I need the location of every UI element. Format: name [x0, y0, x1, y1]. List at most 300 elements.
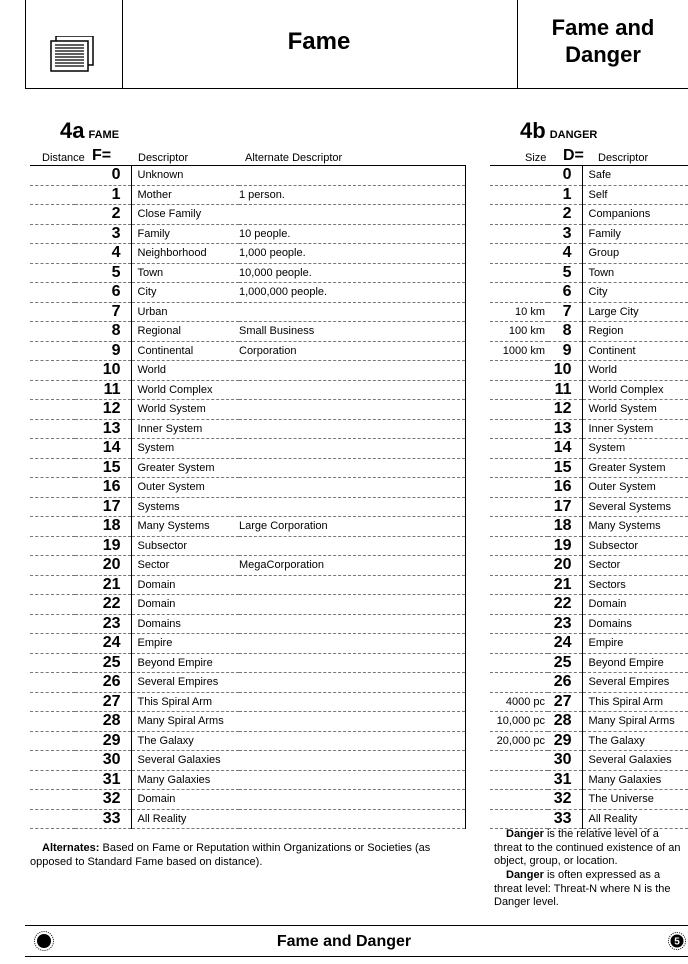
fame-row: [30, 556, 465, 576]
fame-alternate-cell: [239, 205, 465, 225]
danger-row: [490, 263, 688, 283]
fame-alternate-cell: [239, 809, 465, 829]
fame-row: [30, 205, 465, 225]
fame-alternate-cell: [239, 595, 465, 615]
danger-row: [490, 419, 688, 439]
fame-value-cell: 9: [75, 341, 131, 361]
fame-row: [30, 653, 465, 673]
danger-note-2-text: is often expressed as a threat level: Threat-N where N is the Danger level.: [494, 869, 671, 908]
page-number: 5: [674, 936, 680, 948]
fame-alternate-cell: [239, 458, 465, 478]
fame-row: [30, 536, 465, 556]
fame-col-distance: Distance: [42, 152, 85, 164]
danger-descriptor-cell: This Spiral Arm: [582, 692, 688, 712]
fame-alternate-cell: [239, 478, 465, 498]
danger-size-cell: [490, 283, 548, 303]
danger-value-cell: 3: [548, 224, 582, 244]
fame-note-text: Based on Fame or Reputation within Organizations or Societies (as opposed to Standard Fame based on distance).: [30, 842, 431, 868]
fame-distance-cell: [30, 497, 75, 517]
fame-row: [30, 692, 465, 712]
danger-value-cell: 18: [548, 517, 582, 537]
danger-row: [490, 166, 688, 186]
danger-row: [490, 634, 688, 654]
fame-distance-cell: [30, 595, 75, 615]
fame-alternate-cell: [239, 751, 465, 771]
danger-value-cell: 22: [548, 595, 582, 615]
fame-descriptor-cell: Several Empires: [131, 673, 239, 693]
danger-value-cell: 2: [548, 205, 582, 225]
fame-distance-cell: [30, 614, 75, 634]
fame-alternate-cell: [239, 439, 465, 459]
fame-row: [30, 341, 465, 361]
fame-alternate-cell: MegaCorporation: [239, 556, 465, 576]
fame-descriptor-cell: Neighborhood: [131, 244, 239, 264]
danger-descriptor-cell: Sectors: [582, 575, 688, 595]
danger-descriptor-cell: Self: [582, 185, 688, 205]
fame-row: [30, 751, 465, 771]
danger-descriptor-cell: Beyond Empire: [582, 653, 688, 673]
fame-distance-cell: [30, 283, 75, 303]
danger-value-cell: 8: [548, 322, 582, 342]
fame-distance-cell: [30, 536, 75, 556]
danger-value-cell: 20: [548, 556, 582, 576]
danger-table-subtitle: DANGER: [549, 129, 598, 141]
fame-value-cell: 31: [75, 770, 131, 790]
fame-value-cell: 5: [75, 263, 131, 283]
fame-alternate-cell: [239, 790, 465, 810]
danger-value-cell: 6: [548, 283, 582, 303]
fame-row: [30, 731, 465, 751]
fame-alternate-cell: Large Corporation: [239, 517, 465, 537]
fame-row: [30, 770, 465, 790]
fame-row: [30, 634, 465, 654]
fame-col-f: F=: [92, 147, 112, 164]
fame-row: [30, 263, 465, 283]
fame-alternate-cell: [239, 673, 465, 693]
danger-value-cell: 9: [548, 341, 582, 361]
fame-row: [30, 302, 465, 322]
danger-size-cell: [490, 536, 548, 556]
danger-size-cell: [490, 575, 548, 595]
fame-row: [30, 322, 465, 342]
danger-value-cell: 29: [548, 731, 582, 751]
danger-row: [490, 400, 688, 420]
fame-distance-cell: [30, 731, 75, 751]
fame-value-cell: 25: [75, 653, 131, 673]
danger-size-cell: 10,000 pc: [490, 712, 548, 732]
fame-value-cell: 17: [75, 497, 131, 517]
fame-value-cell: 14: [75, 439, 131, 459]
fame-value-cell: 2: [75, 205, 131, 225]
fame-value-cell: 1: [75, 185, 131, 205]
fame-distance-cell: [30, 185, 75, 205]
danger-size-cell: [490, 263, 548, 283]
fame-col-alternate: Alternate Descriptor: [245, 152, 343, 164]
fame-alternate-cell: [239, 634, 465, 654]
danger-value-cell: 0: [548, 166, 582, 186]
danger-row: [490, 185, 688, 205]
fame-value-cell: 33: [75, 809, 131, 829]
danger-row: [490, 439, 688, 459]
fame-descriptor-cell: Inner System: [131, 419, 239, 439]
danger-value-cell: 4: [548, 244, 582, 264]
fame-note-label: Alternates:: [42, 842, 100, 854]
fame-alternate-cell: [239, 712, 465, 732]
section-title-line1: Fame and: [551, 15, 655, 40]
fame-value-cell: 6: [75, 283, 131, 303]
danger-size-cell: [490, 400, 548, 420]
fame-descriptor-cell: World Complex: [131, 380, 239, 400]
danger-size-cell: 100 km: [490, 322, 548, 342]
fame-distance-cell: [30, 634, 75, 654]
danger-descriptor-cell: World System: [582, 400, 688, 420]
fame-row: [30, 614, 465, 634]
danger-descriptor-cell: Domains: [582, 614, 688, 634]
danger-size-cell: 1000 km: [490, 341, 548, 361]
fame-distance-cell: [30, 517, 75, 537]
danger-value-cell: 17: [548, 497, 582, 517]
fame-distance-cell: [30, 575, 75, 595]
danger-descriptor-cell: Group: [582, 244, 688, 264]
danger-size-cell: [490, 634, 548, 654]
fame-value-cell: 20: [75, 556, 131, 576]
danger-descriptor-cell: Many Galaxies: [582, 770, 688, 790]
danger-row: [490, 712, 688, 732]
fame-row: [30, 478, 465, 498]
fame-descriptor-cell: Regional: [131, 322, 239, 342]
danger-size-cell: 20,000 pc: [490, 731, 548, 751]
fame-alternate-cell: [239, 692, 465, 712]
fame-distance-cell: [30, 712, 75, 732]
danger-note-2: [494, 869, 688, 910]
danger-descriptor-cell: Large City: [582, 302, 688, 322]
fame-value-cell: 4: [75, 244, 131, 264]
danger-size-cell: [490, 653, 548, 673]
fame-descriptor-cell: Domains: [131, 614, 239, 634]
fame-distance-cell: [30, 751, 75, 771]
danger-size-cell: [490, 790, 548, 810]
fame-distance-cell: [30, 439, 75, 459]
danger-value-cell: 31: [548, 770, 582, 790]
danger-row: [490, 322, 688, 342]
danger-descriptor-cell: Safe: [582, 166, 688, 186]
danger-descriptor-cell: Companions: [582, 205, 688, 225]
fame-distance-cell: [30, 770, 75, 790]
danger-size-cell: [490, 517, 548, 537]
danger-row: [490, 770, 688, 790]
section-title: [518, 14, 688, 68]
fame-alternate-cell: Small Business: [239, 322, 465, 342]
danger-value-cell: 27: [548, 692, 582, 712]
danger-value-cell: 21: [548, 575, 582, 595]
fame-row: [30, 185, 465, 205]
danger-size-cell: [490, 497, 548, 517]
fame-row: [30, 400, 465, 420]
danger-value-cell: 19: [548, 536, 582, 556]
fame-alternate-cell: 1,000 people.: [239, 244, 465, 264]
fame-value-cell: 28: [75, 712, 131, 732]
danger-descriptor-cell: Sector: [582, 556, 688, 576]
danger-row: [490, 497, 688, 517]
header-center: [121, 0, 518, 89]
danger-col-d: D=: [563, 147, 584, 164]
footer-rule-top: [25, 925, 688, 926]
danger-size-cell: 10 km: [490, 302, 548, 322]
fame-value-cell: 26: [75, 673, 131, 693]
danger-row: [490, 673, 688, 693]
danger-descriptor-cell: Empire: [582, 634, 688, 654]
danger-row: [490, 614, 688, 634]
fame-descriptor-cell: Greater System: [131, 458, 239, 478]
danger-row: [490, 380, 688, 400]
danger-row: [490, 341, 688, 361]
fame-distance-cell: [30, 263, 75, 283]
danger-col-size: Size: [525, 152, 547, 164]
fame-row: [30, 166, 465, 186]
danger-row: [490, 283, 688, 303]
fame-row: [30, 497, 465, 517]
danger-descriptor-cell: Town: [582, 263, 688, 283]
danger-row: [490, 809, 688, 829]
fame-descriptor-cell: Empire: [131, 634, 239, 654]
fame-distance-cell: [30, 302, 75, 322]
fame-descriptor-cell: This Spiral Arm: [131, 692, 239, 712]
header-right: [518, 0, 688, 89]
danger-descriptor-cell: Outer System: [582, 478, 688, 498]
fame-alternate-cell: [239, 731, 465, 751]
fame-value-cell: 21: [75, 575, 131, 595]
fame-alternate-cell: 1,000,000 people.: [239, 283, 465, 303]
danger-row: [490, 692, 688, 712]
fame-value-cell: 29: [75, 731, 131, 751]
danger-descriptor-cell: World: [582, 361, 688, 381]
danger-value-cell: 23: [548, 614, 582, 634]
fame-descriptor-cell: The Galaxy: [131, 731, 239, 751]
fame-alternate-cell: 1 person.: [239, 185, 465, 205]
danger-row: [490, 302, 688, 322]
fame-alternate-cell: [239, 614, 465, 634]
danger-note-2-label: Danger: [506, 869, 544, 881]
fame-distance-cell: [30, 224, 75, 244]
fame-descriptor-cell: Several Galaxies: [131, 751, 239, 771]
danger-size-cell: [490, 205, 548, 225]
fame-col-descriptor: Descriptor: [138, 152, 189, 164]
fame-value-cell: 18: [75, 517, 131, 537]
fame-descriptor-cell: Domain: [131, 575, 239, 595]
fame-alternate-cell: [239, 770, 465, 790]
danger-row: [490, 575, 688, 595]
fame-alternate-cell: [239, 497, 465, 517]
danger-descriptor-cell: Continent: [582, 341, 688, 361]
fame-row: [30, 458, 465, 478]
fame-row: [30, 244, 465, 264]
fame-distance-cell: [30, 361, 75, 381]
danger-descriptor-cell: Family: [582, 224, 688, 244]
fame-alternate-cell: [239, 419, 465, 439]
fame-row: [30, 439, 465, 459]
fame-distance-cell: [30, 205, 75, 225]
danger-row: [490, 478, 688, 498]
danger-size-cell: [490, 478, 548, 498]
fame-descriptor-cell: World: [131, 361, 239, 381]
danger-value-cell: 10: [548, 361, 582, 381]
danger-table-title: [520, 118, 597, 144]
fame-table-title: [60, 118, 119, 144]
fame-alternate-cell: 10,000 people.: [239, 263, 465, 283]
fame-descriptor-cell: Unknown: [131, 166, 239, 186]
fame-value-cell: 16: [75, 478, 131, 498]
danger-size-cell: [490, 185, 548, 205]
danger-descriptor-cell: Several Systems: [582, 497, 688, 517]
danger-descriptor-cell: Several Empires: [582, 673, 688, 693]
danger-value-cell: 16: [548, 478, 582, 498]
danger-value-cell: 33: [548, 809, 582, 829]
danger-value-cell: 14: [548, 439, 582, 459]
danger-row: [490, 244, 688, 264]
danger-descriptor-cell: All Reality: [582, 809, 688, 829]
fame-value-cell: 15: [75, 458, 131, 478]
danger-size-cell: [490, 458, 548, 478]
fame-alternate-cell: [239, 380, 465, 400]
fame-descriptor-cell: Domain: [131, 595, 239, 615]
fame-note: [30, 842, 470, 869]
fame-row: [30, 283, 465, 303]
fame-distance-cell: [30, 322, 75, 342]
fame-value-cell: 11: [75, 380, 131, 400]
fame-value-cell: 10: [75, 361, 131, 381]
fame-descriptor-cell: Town: [131, 263, 239, 283]
fame-distance-cell: [30, 673, 75, 693]
fame-distance-cell: [30, 419, 75, 439]
book-icon: [50, 36, 94, 72]
danger-value-cell: 5: [548, 263, 582, 283]
danger-table-number: 4b: [520, 118, 546, 143]
danger-value-cell: 1: [548, 185, 582, 205]
fame-row: [30, 790, 465, 810]
danger-value-cell: 30: [548, 751, 582, 771]
fame-distance-cell: [30, 341, 75, 361]
fame-row: [30, 809, 465, 829]
fame-value-cell: 13: [75, 419, 131, 439]
danger-value-cell: 26: [548, 673, 582, 693]
danger-descriptor-cell: World Complex: [582, 380, 688, 400]
fame-distance-cell: [30, 556, 75, 576]
fame-value-cell: 27: [75, 692, 131, 712]
danger-row: [490, 536, 688, 556]
fame-descriptor-cell: Domain: [131, 790, 239, 810]
fame-value-cell: 12: [75, 400, 131, 420]
fame-alternate-cell: 10 people.: [239, 224, 465, 244]
danger-size-cell: [490, 361, 548, 381]
fame-descriptor-cell: World System: [131, 400, 239, 420]
fame-alternate-cell: [239, 536, 465, 556]
danger-row: [490, 361, 688, 381]
fame-row: [30, 419, 465, 439]
danger-row: [490, 517, 688, 537]
danger-size-cell: [490, 556, 548, 576]
fame-descriptor-cell: Urban: [131, 302, 239, 322]
danger-descriptor-cell: City: [582, 283, 688, 303]
danger-size-cell: [490, 224, 548, 244]
danger-descriptor-cell: Domain: [582, 595, 688, 615]
fame-row: [30, 673, 465, 693]
footer-title: Fame and Danger: [276, 933, 412, 950]
fame-row: [30, 224, 465, 244]
fame-descriptor-cell: Outer System: [131, 478, 239, 498]
danger-size-cell: 4000 pc: [490, 692, 548, 712]
danger-value-cell: 24: [548, 634, 582, 654]
fame-alternate-cell: [239, 361, 465, 381]
fame-alternate-cell: Corporation: [239, 341, 465, 361]
fame-distance-cell: [30, 790, 75, 810]
danger-value-cell: 32: [548, 790, 582, 810]
fame-descriptor-cell: Many Galaxies: [131, 770, 239, 790]
fame-distance-cell: [30, 458, 75, 478]
danger-size-cell: [490, 614, 548, 634]
danger-size-cell: [490, 809, 548, 829]
danger-descriptor-cell: The Universe: [582, 790, 688, 810]
fame-alternate-cell: [239, 400, 465, 420]
danger-size-cell: [490, 673, 548, 693]
fame-descriptor-cell: Subsector: [131, 536, 239, 556]
fame-alternate-cell: [239, 302, 465, 322]
danger-descriptor-cell: Subsector: [582, 536, 688, 556]
fame-descriptor-cell: Mother: [131, 185, 239, 205]
fame-descriptor-cell: Beyond Empire: [131, 653, 239, 673]
danger-descriptor-cell: Inner System: [582, 419, 688, 439]
section-title-line2: Danger: [565, 42, 641, 67]
fame-descriptor-cell: Family: [131, 224, 239, 244]
fame-distance-cell: [30, 380, 75, 400]
fame-value-cell: 23: [75, 614, 131, 634]
fame-row: [30, 380, 465, 400]
fame-row: [30, 712, 465, 732]
fame-alternate-cell: [239, 166, 465, 186]
fame-row: [30, 361, 465, 381]
danger-row: [490, 595, 688, 615]
fame-table: [30, 165, 466, 829]
danger-row: [490, 458, 688, 478]
danger-value-cell: 13: [548, 419, 582, 439]
danger-row: [490, 205, 688, 225]
fame-descriptor-cell: Continental: [131, 341, 239, 361]
fame-value-cell: 0: [75, 166, 131, 186]
fame-distance-cell: [30, 166, 75, 186]
fame-alternate-cell: [239, 575, 465, 595]
danger-note-1-label: Danger: [506, 828, 544, 840]
fame-table-number: 4a: [60, 118, 85, 143]
danger-row: [490, 224, 688, 244]
danger-col-descriptor: Descriptor: [598, 152, 649, 164]
danger-row: [490, 556, 688, 576]
fame-distance-cell: [30, 809, 75, 829]
fame-row: [30, 595, 465, 615]
fame-descriptor-cell: All Reality: [131, 809, 239, 829]
fame-alternate-cell: [239, 653, 465, 673]
danger-size-cell: [490, 166, 548, 186]
danger-row: [490, 751, 688, 771]
danger-descriptor-cell: Several Galaxies: [582, 751, 688, 771]
danger-value-cell: 25: [548, 653, 582, 673]
fame-value-cell: 30: [75, 751, 131, 771]
danger-size-cell: [490, 751, 548, 771]
danger-size-cell: [490, 380, 548, 400]
fame-value-cell: 3: [75, 224, 131, 244]
danger-descriptor-cell: Greater System: [582, 458, 688, 478]
danger-value-cell: 7: [548, 302, 582, 322]
fame-row: [30, 575, 465, 595]
danger-value-cell: 11: [548, 380, 582, 400]
